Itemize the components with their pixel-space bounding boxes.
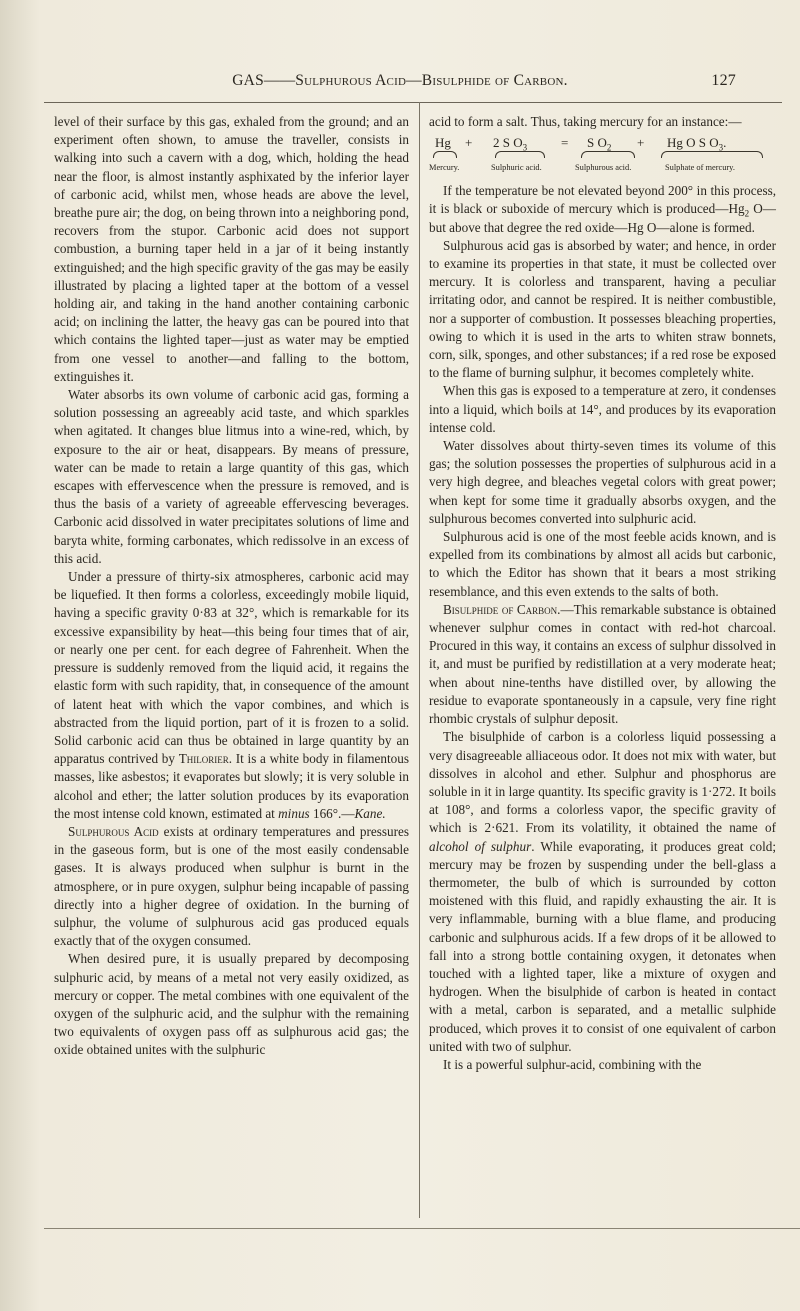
paragraph: When this gas is exposed to a temperature at zero, it condenses into a liquid, which boils at 14°, and produces by its evaporation intense cold.	[429, 383, 776, 435]
section-heading: Sulphurous Acid	[68, 823, 159, 839]
paragraph: When desired pure, it is usually prepared by decomposing sulphuric acid, by means of a metal not very easily oxidized, as mercury or copper. The metal combines with one equivalent of the oxygen of the sulphuric acid, and the sulphur with the remaining two equivalents of oxygen pass off as sulphurous acid gas; the oxide obtained unites with the sulphuric	[54, 951, 409, 1058]
eq-plus: +	[637, 135, 645, 151]
eq-term: 2 S O	[493, 135, 523, 151]
paragraph	[429, 728, 776, 1056]
left-column	[54, 113, 409, 1060]
chemical-equation	[429, 134, 776, 180]
paragraph: Water dissolves about thirty-seven times its volume of this gas; the solution possesses the properties of sulphurous acid in a very high degree, and bleaches vegetal colors with great power; when kept for some time it gradually absorbs oxygen, and the sulphurous becomes converted into sulphuric acid.	[429, 438, 776, 526]
eq-label: Sulphate of mercury.	[665, 163, 735, 173]
eq-term: Hg O S O	[667, 135, 719, 151]
paragraph-text: —This remarkable substance is obtained whenever sulphur comes in contact with red-hot charcoal. Procured in this way, it contains an excess of sulphur dissolved in it, and must be purified by redistillation at a very moderate heat; when about nine-tenths have distilled over, by allowing the residue to evaporate spontaneously in a capsule, very fine right rhombic crystals of sulphur deposit.	[429, 601, 776, 727]
running-head-bisulphide: Bisulphide of Carbon.	[421, 72, 568, 89]
paragraph-text: Under a pressure of thirty-six atmospheres, carbonic acid may be liquefied. It then forms a colorless, exceedingly mobile liquid, having a specific gravity 0·83 at 32°, which is remarkable for its excessive expansibility by heat—this being four times that of air, or nearly one per cent. for each degree of Fahrenheit. When the pressure is suddenly removed from the liquid acid, it regains the elastic form with such rapidity, that, in consequence of the amount of latent heat with which the vapor combines, and which is abstracted from the liquid portion, part of it is frozen to a solid. Solid carbonic acid can thus be obtained in large quantity by an apparatus contrived by	[54, 569, 409, 767]
paragraph	[54, 823, 409, 950]
subscript: 2	[744, 209, 750, 220]
eq-brace	[433, 151, 457, 158]
eq-period: .	[723, 135, 727, 151]
eq-plus: +	[465, 135, 473, 151]
eq-term: S O	[587, 135, 607, 151]
eq-brace	[581, 151, 635, 158]
paragraph-text: . While evaporating, it produces great cold; mercury may be frozen by suspending under the bell-glass a thermometer, the bulb of which is surrounded by cotton moistened with this fluid, and rapidly exhausting the air. It is very inflammable, burning with a blue flame, and producing carbonic and sulphurous acids. If a few drops of it be allowed to fall into a strong bottle containing oxygen, it detonates when touched with a lighted taper, like a mixture of oxygen and hydrogen. When the bisulphide of carbon is heated in contact with a metal, carbon is separated, and a metallic sulphide produced, which proves it to consist of one equivalent of carbon united with two of sulphur.	[429, 838, 776, 1054]
eq-subscript: 2	[606, 142, 612, 153]
paragraph-text: exists at ordinary temperatures and pressures in the gaseous form, but is one of the most easily condensable gases. It is always produced when sulphur is burnt in the atmosphere, or in pure oxygen, sulphur being incapable of passing directly into a higher degree of oxidation. In the burning of sulphur, the volume of sulphurous acid gas produced equals exactly that of the oxygen consumed.	[54, 823, 409, 949]
eq-label: Sulphuric acid.	[491, 163, 542, 173]
eq-subscript: 3	[718, 142, 724, 153]
paragraph: Sulphurous acid gas is absorbed by water; and hence, in order to examine its properties in that state, it must be collected over mercury. It is colorless and transparent, having a peculiar irritating odor, and cannot be respired. It is neither combustible, nor a supporter of combustion. It possesses bleaching properties, owing to which it is used in the arts to whiten straw bonnets, corn, silk, sponges, and other substances; if a red rose be exposed to the flame of burning sulphur, it becomes completely white.	[429, 237, 776, 381]
eq-label: Mercury.	[429, 163, 460, 173]
eq-sulphuric	[493, 134, 527, 152]
eq-label: Sulphurous acid.	[575, 163, 632, 173]
paragraph	[54, 568, 409, 823]
paragraph-text: If the temperature be not elevated beyond 200° in this process, it is black or suboxide of mercury which is produced—Hg	[429, 183, 776, 217]
running-head-gas: GAS	[232, 72, 264, 89]
eq-brace	[495, 151, 545, 158]
paragraph: Water absorbs its own volume of carbonic acid gas, forming a solution possessing an agreeably acid taste, and which sparkles when agitated. It changes blue litmus into a wine-red, which, by exposure to the air or heat, disappears. By means of pressure, water can be made to retain a large quantity of this gas, which escapes with effervescence when the pressure is removed, and is thus the basis of a variety of agreeable effervescing beverages. Carbonic acid dissolved in water precipitates solutions of lime and baryta white, forming carbonates, which redissolve in an excess of this acid.	[54, 387, 409, 566]
column-divider	[419, 102, 420, 1218]
page-number: 127	[711, 72, 736, 89]
right-column	[429, 113, 776, 1074]
section-heading: Bisulphide of Carbon.	[443, 601, 561, 617]
eq-mercury: Hg	[435, 135, 451, 151]
running-head-sulphurous: Sulphurous Acid	[295, 72, 407, 89]
paragraph-text: . It is a white body in filamentous masses, like asbestos; it evaporates but slowly; it is very soluble in alcohol and ether; the latter solution produces by its evaporation the most intense cold known, estimated at	[54, 751, 409, 821]
page-edge-line	[44, 1228, 800, 1229]
eq-sulphate	[667, 134, 726, 152]
running-head: GAS——Sulphurous Acid—Bisulphide of Carbon.	[232, 72, 568, 89]
running-header	[0, 72, 800, 100]
eq-subscript: 3	[522, 142, 528, 153]
paragraph: Sulphurous acid is one of the most feeble acids known, and is expelled from its combinations by almost all acids but carbonic, to which the Editor has shown that it bears a most striking resemblance, and this even extends to the salts of both.	[429, 529, 776, 599]
person-name: Thilorier	[178, 751, 229, 767]
paragraph	[429, 601, 776, 728]
eq-sulphurous	[587, 134, 611, 152]
paragraph: level of their surface by this gas, exhaled from the ground; and an experiment often shown, to amuse the traveller, consists in walking into such a cavern with a dog, which, holding the head near the floor, is almost instantly asphixated by the inferior layer of carbonic acid, whilst men, whose heads are above the level, breathe pure air; the dog, on being thrown into a neighboring pond, recovers from the stupor. Carbonic acid does not support combustion, a burning taper held in a jar of it being instantly extinguished; and the high specific gravity of the gas may be easily illustrated by placing a lighted taper at the bottom of a vessel holding air, and taking in the hand another containing carbonic acid; on inclining the latter, the heavy gas can be poured into that which contains the lighted taper—just as water may be emptied from one vessel to another—and falling to the bottom, extinguishes it.	[54, 114, 409, 384]
paragraph-text: 166°.—	[309, 805, 355, 821]
paragraph: It is a powerful sulphur-acid, combining with the	[443, 1056, 702, 1072]
citation: Kane.	[354, 805, 386, 821]
paragraph-text: The bisulphide of carbon is a colorless liquid possessing a very disagreeable alliaceous odor. It does not mix with water, but dissolves in alcohol and ether. Sulphur and phosphorus are soluble in it in large quantity. Its specific gravity is 1·272. It boils at 108°, and forms a colorless vapor, the specific gravity of which is 2·621. From its volatility, it obtained the name of	[429, 729, 776, 836]
eq-equals: =	[561, 135, 569, 151]
eq-brace	[661, 151, 763, 158]
paragraph-text: O—but above that degree the red oxide—Hg O—alone is formed.	[429, 201, 776, 235]
italic-text: minus	[278, 805, 310, 821]
header-rule	[44, 102, 782, 103]
italic-text: alcohol of sulphur	[429, 838, 532, 854]
paragraph: acid to form a salt. Thus, taking mercury for an instance:—	[429, 114, 742, 129]
paragraph	[429, 182, 776, 237]
